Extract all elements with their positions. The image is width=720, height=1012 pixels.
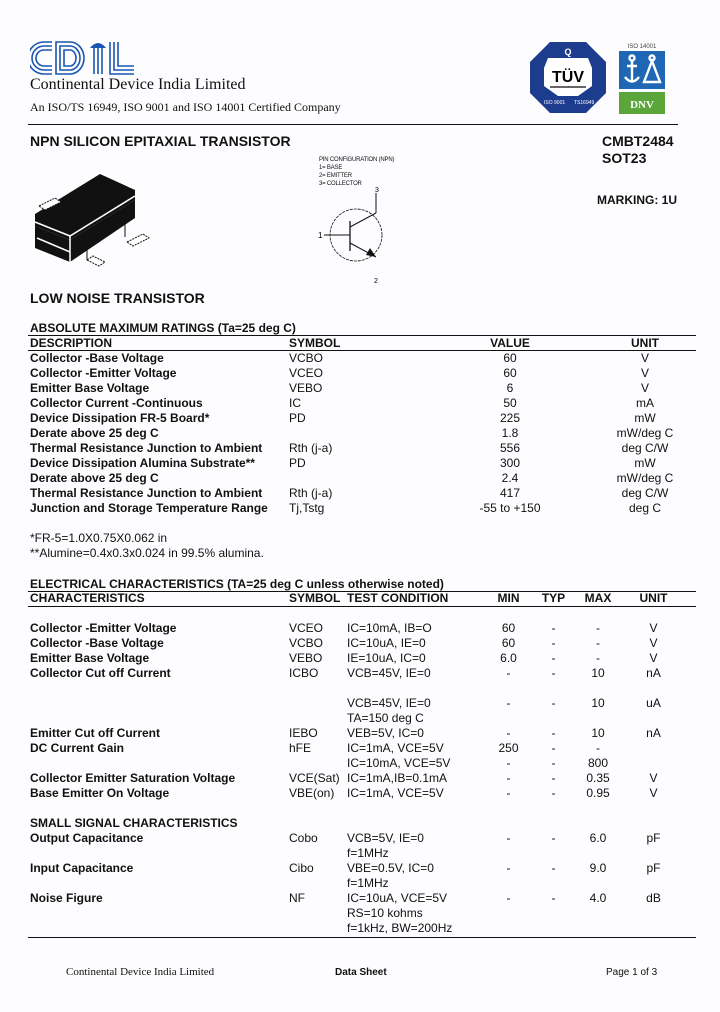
row-max: 10 [591, 666, 605, 680]
row-value: -55 to +150 [479, 501, 541, 515]
row-min: 60 [501, 636, 516, 650]
row-max: - [596, 651, 600, 665]
row-min: 250 [498, 741, 519, 755]
row-description: Derate above 25 deg C [30, 471, 159, 485]
table-row [30, 456, 690, 471]
absolute-max-title: ABSOLUTE MAXIMUM RATINGS (Ta=25 deg C) [30, 321, 296, 335]
row-description: Emitter Base Voltage [30, 651, 150, 665]
row-unit: pF [646, 861, 661, 875]
table-row [30, 486, 690, 501]
row-description: Emitter Cut off Current [30, 726, 160, 740]
col-typ: TYP [541, 591, 566, 605]
row-description: Collector Emitter Saturation Voltage [30, 771, 236, 785]
row-value: 556 [499, 441, 521, 455]
table-row [30, 636, 690, 651]
row-min: - [506, 861, 511, 875]
row-value: 300 [499, 456, 521, 470]
table-row [30, 771, 690, 786]
small-signal-title: SMALL SIGNAL CHARACTERISTICS [30, 816, 238, 830]
col-unit: UNIT [631, 336, 659, 350]
row-symbol: VCE(Sat) [289, 771, 340, 785]
pin-config-title: PIN CONFIGURATION (NPN) [319, 157, 395, 163]
table-row [30, 396, 690, 411]
pin-2: 2= EMITTER [319, 173, 352, 179]
row-unit: V [640, 381, 649, 395]
row-symbol: VCEO [289, 366, 324, 380]
row-min: - [506, 726, 511, 740]
cdil-logo [30, 38, 135, 78]
row-description: Junction and Storage Temperature Range [30, 501, 268, 515]
row-unit: uA [646, 696, 661, 710]
row-symbol: ICBO [289, 666, 319, 680]
row-description: Collector -Emitter Voltage [30, 366, 177, 380]
row-condition: VEB=5V, IC=0 [347, 726, 424, 740]
tuv-certification-badge [528, 40, 608, 115]
row-unit: nA [646, 666, 661, 680]
row-max: - [596, 741, 600, 755]
npn-transistor-symbol [310, 185, 400, 285]
row-symbol: IEBO [289, 726, 318, 740]
row-symbol: VCEO [289, 621, 324, 635]
row-symbol: Cibo [289, 861, 314, 875]
table-row [30, 921, 690, 936]
row-condition: f=1kHz, BW=200Hz [347, 921, 453, 935]
row-description: Input Capacitance [30, 861, 134, 875]
row-typ: - [551, 831, 556, 845]
row-value: 2.4 [501, 471, 519, 485]
col-symbol: SYMBOL [289, 336, 341, 350]
row-condition: IE=10uA, IC=0 [347, 651, 426, 665]
table-divider [28, 606, 696, 607]
table-row [30, 351, 690, 366]
product-subtitle: LOW NOISE TRANSISTOR [30, 290, 205, 306]
row-max: 10 [591, 726, 605, 740]
row-condition: f=1MHz [347, 876, 389, 890]
col-test-condition: TEST CONDITION [347, 591, 449, 605]
svg-text:TÜV: TÜV [552, 69, 584, 86]
row-description: Collector -Base Voltage [30, 351, 164, 365]
row-symbol: NF [289, 891, 305, 905]
row-unit: pF [646, 831, 661, 845]
row-max: 9.0 [589, 861, 607, 875]
row-description: Device Dissipation FR-5 Board* [30, 411, 210, 425]
row-condition: IC=10uA, VCE=5V [347, 891, 448, 905]
col-max: MAX [584, 591, 612, 605]
row-unit: deg C [628, 501, 662, 515]
electrical-title: ELECTRICAL CHARACTERISTICS (TA=25 deg C unless otherwise noted) [30, 577, 444, 591]
row-unit: nA [646, 726, 661, 740]
col-value: VALUE [490, 336, 530, 350]
row-max: - [596, 636, 600, 650]
row-value: 417 [499, 486, 521, 500]
footnote-alumina: **Alumine=0.4x0.3x0.024 in 99.5% alumina. [30, 546, 264, 560]
row-typ: - [551, 861, 556, 875]
row-min: - [506, 696, 511, 710]
row-condition: VCB=45V, IE=0 [347, 696, 431, 710]
row-description: DC Current Gain [30, 741, 125, 755]
row-unit: mW [634, 411, 656, 425]
row-max: 6.0 [589, 831, 607, 845]
row-value: 1.8 [501, 426, 519, 440]
row-unit: mW/deg C [616, 426, 674, 440]
row-description: Derate above 25 deg C [30, 426, 159, 440]
footnote-fr5: *FR-5=1.0X0.75X0.062 in [30, 531, 168, 545]
row-unit: V [649, 651, 658, 665]
row-typ: - [551, 621, 556, 635]
row-unit: V [649, 786, 658, 800]
row-typ: - [551, 771, 556, 785]
electrical-header [30, 591, 690, 606]
svg-text:2: 2 [374, 278, 378, 285]
table-row [30, 411, 690, 426]
row-symbol: VEBO [289, 381, 323, 395]
col-symbol: SYMBOL [289, 591, 341, 605]
row-unit: mW [634, 456, 656, 470]
svg-text:ISO 9001: ISO 9001 [544, 100, 566, 106]
table-row [30, 366, 690, 381]
table-row [30, 786, 690, 801]
table-row [30, 711, 690, 726]
row-symbol: Rth (j-a) [289, 441, 333, 455]
row-max: 0.35 [586, 771, 610, 785]
row-value: 225 [499, 411, 521, 425]
part-number: CMBT2484 [602, 133, 674, 149]
row-description: Emitter Base Voltage [30, 381, 150, 395]
row-unit: V [640, 351, 649, 365]
row-description: Collector -Emitter Voltage [30, 621, 177, 635]
row-typ: - [551, 666, 556, 680]
svg-text:1: 1 [318, 231, 323, 240]
table-row [30, 471, 690, 486]
row-condition: VCB=45V, IE=0 [347, 666, 431, 680]
row-symbol: VCBO [289, 351, 324, 365]
table-row [30, 501, 690, 516]
table-row [30, 696, 690, 711]
row-typ: - [551, 786, 556, 800]
row-unit: mA [636, 396, 654, 410]
table-row [30, 651, 690, 666]
row-min: - [506, 666, 511, 680]
row-condition: IC=1mA, VCE=5V [347, 741, 444, 755]
row-condition: IC=10mA, VCE=5V [347, 756, 451, 770]
row-min: - [506, 831, 511, 845]
row-description: Collector Cut off Current [30, 666, 171, 680]
pin-1: 1= BASE [319, 165, 343, 171]
row-typ: - [551, 891, 556, 905]
header-divider [28, 124, 678, 125]
row-condition: IC=10mA, IB=O [347, 621, 432, 635]
row-symbol: VEBO [289, 651, 323, 665]
dnv-certification-badge [619, 42, 665, 115]
table-row [30, 876, 690, 891]
row-typ: - [551, 636, 556, 650]
row-max: 800 [587, 756, 609, 770]
pin-3: 3= COLLECTOR [319, 181, 362, 187]
row-description: Thermal Resistance Junction to Ambient [30, 486, 263, 500]
row-description: Output Capacitance [30, 831, 144, 845]
row-typ: - [551, 696, 556, 710]
row-symbol: IC [289, 396, 301, 410]
row-max: 0.95 [586, 786, 610, 800]
table-row [30, 846, 690, 861]
row-unit: mW/deg C [616, 471, 674, 485]
svg-text:DNV: DNV [630, 99, 654, 111]
row-typ: - [551, 651, 556, 665]
col-unit: UNIT [639, 591, 668, 605]
table-row [30, 906, 690, 921]
col-description: DESCRIPTION [30, 336, 113, 350]
pin-configuration [319, 156, 394, 188]
row-condition: RS=10 kohms [347, 906, 423, 920]
row-value: 6 [506, 381, 514, 395]
row-description: Thermal Resistance Junction to Ambient [30, 441, 263, 455]
row-condition: VBE=0.5V, IC=0 [347, 861, 434, 875]
svg-text:Q: Q [564, 47, 572, 57]
row-symbol: Tj,Tstg [289, 501, 325, 515]
row-unit: V [649, 636, 658, 650]
row-description: Noise Figure [30, 891, 103, 905]
row-condition: IC=1mA,IB=0.1mA [347, 771, 448, 785]
row-typ: - [551, 756, 556, 770]
row-condition: IC=1mA, VCE=5V [347, 786, 444, 800]
row-min: 60 [501, 621, 516, 635]
table-row [30, 426, 690, 441]
row-description: Device Dissipation Alumina Substrate** [30, 456, 255, 470]
row-symbol: PD [289, 411, 306, 425]
row-condition: TA=150 deg C [347, 711, 424, 725]
table-row [30, 891, 690, 906]
table-row [30, 831, 690, 846]
row-max: - [596, 621, 600, 635]
sot23-package-illustration [25, 162, 160, 272]
company-name: Continental Device India Limited [30, 76, 246, 93]
footer-doc-type: Data Sheet [335, 967, 387, 978]
row-min: - [506, 891, 511, 905]
table-row [30, 861, 690, 876]
table-row [30, 666, 690, 681]
product-title: NPN SILICON EPITAXIAL TRANSISTOR [30, 133, 291, 149]
col-min: MIN [497, 591, 520, 605]
row-min: 6.0 [500, 651, 517, 665]
table-row [30, 381, 690, 396]
row-condition: IC=10uA, IE=0 [347, 636, 426, 650]
row-symbol: VBE(on) [289, 786, 335, 800]
row-max: 4.0 [589, 891, 607, 905]
svg-text:ISO 14001: ISO 14001 [627, 44, 657, 50]
row-symbol: Rth (j-a) [289, 486, 333, 500]
row-typ: - [551, 741, 556, 755]
table-row [30, 441, 690, 456]
row-value: 60 [503, 351, 517, 365]
row-min: - [506, 786, 511, 800]
row-description: Collector -Base Voltage [30, 636, 164, 650]
marking-code: MARKING: 1U [597, 193, 677, 207]
row-condition: VCB=5V, IE=0 [347, 831, 424, 845]
footer-page-number: Page 1 of 3 [606, 967, 658, 978]
row-value: 50 [503, 396, 517, 410]
package-type: SOT23 [602, 150, 647, 166]
row-description: Base Emitter On Voltage [30, 786, 170, 800]
table-row [30, 741, 690, 756]
row-typ: - [551, 726, 556, 740]
row-value: 60 [503, 366, 517, 380]
footer-company: Continental Device India Limited [66, 966, 215, 978]
table-row [30, 756, 690, 771]
absolute-max-header [30, 336, 690, 351]
row-unit: V [649, 771, 658, 785]
certification-statement: An ISO/TS 16949, ISO 9001 and ISO 14001 Certified Company [30, 100, 341, 114]
row-symbol: Cobo [289, 831, 318, 845]
svg-text:3: 3 [375, 187, 379, 194]
row-min: - [506, 771, 511, 785]
row-symbol: VCBO [289, 636, 324, 650]
svg-text:TS16949: TS16949 [574, 100, 595, 106]
row-symbol: PD [289, 456, 306, 470]
row-unit: deg C/W [621, 486, 669, 500]
row-max: 10 [591, 696, 605, 710]
row-description: Collector Current -Continuous [30, 396, 203, 410]
row-symbol: hFE [289, 741, 312, 755]
row-unit: V [640, 366, 649, 380]
table-row [30, 726, 690, 741]
row-unit: deg C/W [621, 441, 669, 455]
row-condition: f=1MHz [347, 846, 389, 860]
row-unit: dB [646, 891, 661, 905]
table-bottom-divider [28, 937, 696, 938]
row-min: - [506, 756, 511, 770]
row-unit: V [649, 621, 658, 635]
col-characteristics: CHARACTERISTICS [30, 591, 145, 605]
table-row [30, 621, 690, 636]
